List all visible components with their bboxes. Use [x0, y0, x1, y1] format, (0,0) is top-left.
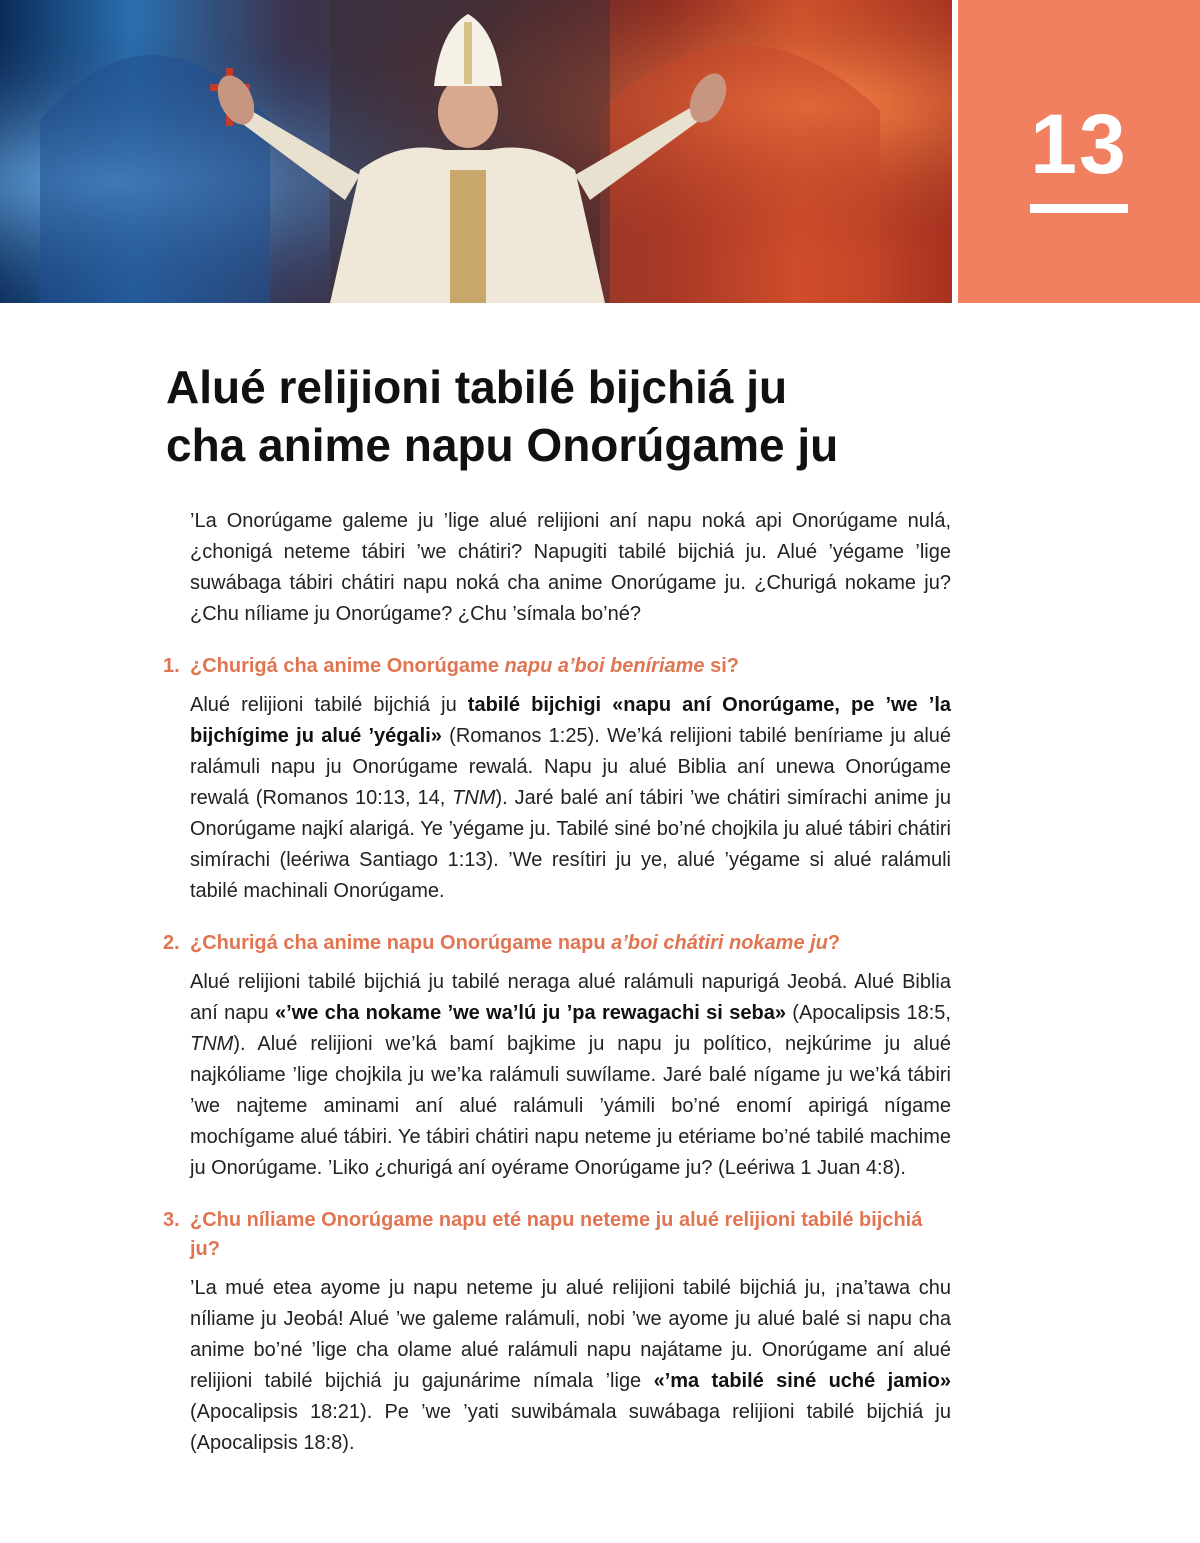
- answer-3-text-b: (Apocalipsis 18:21). Pe ’we ’yati suwibámala suwábaga relijioni tabilé bijchiá ju (Apocalipsis 18:8).: [190, 1401, 951, 1454]
- answer-1-quote: tabilé bijchigi «napu aní Onorúgame, pe ’we ’la bijchígime ju alué ’yégali»: [190, 694, 952, 747]
- article-body: [163, 506, 951, 1481]
- question-1-text-a: ¿Churigá cha anime Onorúgame: [190, 655, 505, 677]
- title-line-2: cha anime napu Onorúgame ju: [166, 419, 839, 471]
- lesson-number: 13: [1030, 97, 1128, 191]
- header-photo: [0, 0, 952, 303]
- answer-1: [190, 690, 951, 907]
- answer-1-abbrev: TNM: [452, 787, 496, 809]
- page-title: [166, 358, 1066, 474]
- question-3-number: 3.: [163, 1209, 180, 1231]
- question-2-number: 2.: [163, 932, 180, 954]
- answer-2-text-b: (Apocalipsis 18:5,: [785, 1002, 951, 1024]
- answer-2-text-c: ). Alué relijioni we’ká bamí bajkime ju napu ju político, nejkúrime ju alué najkóliame ’lige chojkila ju we’ka ralámuli suwílame. Jaré balé nígame ju we’ká tábiri ’we najteme aminami aní alué ralámuli ’yámili bo’né enomí apirigá nígame mochígame alué tábiri. Ye tábiri chátiri napu neteme ju etériame bo’né tabilé machime ju Onorúgame. ’Liko ¿churigá aní oyérame Onorúgame ju? (Leériwa 1 Juan 4:8).: [190, 1033, 951, 1179]
- answer-2: [190, 967, 951, 1184]
- priest-illustration: [0, 0, 952, 303]
- answer-3: [190, 1273, 951, 1459]
- answer-1-text-a: Alué relijioni tabilé bijchiá ju: [190, 694, 468, 716]
- question-1-text-c: si?: [704, 655, 740, 677]
- question-1: [163, 652, 951, 681]
- question-3: [163, 1206, 951, 1264]
- intro-paragraph: ’La Onorúgame galeme ju ’lige alué relijioni aní napu noká api Onorúgame nulá, ¿chonigá neteme tábiri ’we chátiri? Napugiti tabilé bijchiá ju. Alué ’yégame ’lige suwábaga tábiri chátiri napu noká cha anime Onorúgame ju. ¿Churigá nokame ju? ¿Chu níliame ju Onorúgame? ¿Chu ’símala bo’né?: [190, 510, 951, 625]
- question-2-text-c: ?: [827, 932, 841, 954]
- question-1-number: 1.: [163, 655, 180, 677]
- lesson-number-underline: [1030, 204, 1128, 213]
- question-1-text-italic: napu a’boi beníriame: [504, 655, 705, 677]
- answer-3-text-a: ’La mué etea ayome ju napu neteme ju alué relijioni tabilé bijchiá ju, ¡na’tawa chu níliame ju Jeobá! Alué ’we galeme ralámuli, nobi ’we ayome ju alué balé si napu cha anime bo’né ’lige cha olame alué ralámuli napu najátame ju. Onorúgame aní alué relijioni tabilé bijchiá ju gajunárime nímala ’lige: [190, 1277, 951, 1392]
- answer-2-quote: «’we cha nokame ’we wa’lú ju ’pa rewagachi si seba»: [275, 1002, 786, 1024]
- question-2: [163, 929, 951, 958]
- answer-3-quote: «’ma tabilé siné uché jamio»: [653, 1370, 951, 1392]
- question-2-text-a: ¿Churigá cha anime napu Onorúgame napu: [190, 932, 612, 954]
- answer-1-text-c: ). Jaré balé aní tábiri ’we chátiri simírachi anime ju Onorúgame najkí alarigá. Ye ’yégame ju. Tabilé siné bo’né chojkila ju alué tábiri chátiri simírachi (leériwa Santiago 1:13). ’We resítiri ju ye, alué ’yégame si alué ralámuli tabilé machinali Onorúgame.: [190, 787, 951, 902]
- question-3-text: ¿Chu níliame Onorúgame napu eté napu neteme ju alué relijioni tabilé bijchiá ju?: [190, 1209, 923, 1260]
- answer-2-text-a: Alué relijioni tabilé bijchiá ju tabilé neraga alué ralámuli napurigá Jeobá. Alué Biblia aní napu: [190, 971, 951, 1024]
- title-line-1: Alué relijioni tabilé bijchiá ju: [166, 361, 788, 413]
- answer-2-abbrev: TNM: [190, 1033, 234, 1055]
- answer-1-text-b: (Romanos 1:25). We’ká relijioni tabilé beníriame ju alué ralámuli napu ju Onorúgame rewalá. Napu ju alué Biblia aní unewa Onorúgame rewalá (Romanos 10:13, 14,: [190, 725, 952, 809]
- question-2-text-italic: a’boi chátiri nokame ju: [611, 932, 828, 954]
- lesson-number-badge: [958, 0, 1200, 303]
